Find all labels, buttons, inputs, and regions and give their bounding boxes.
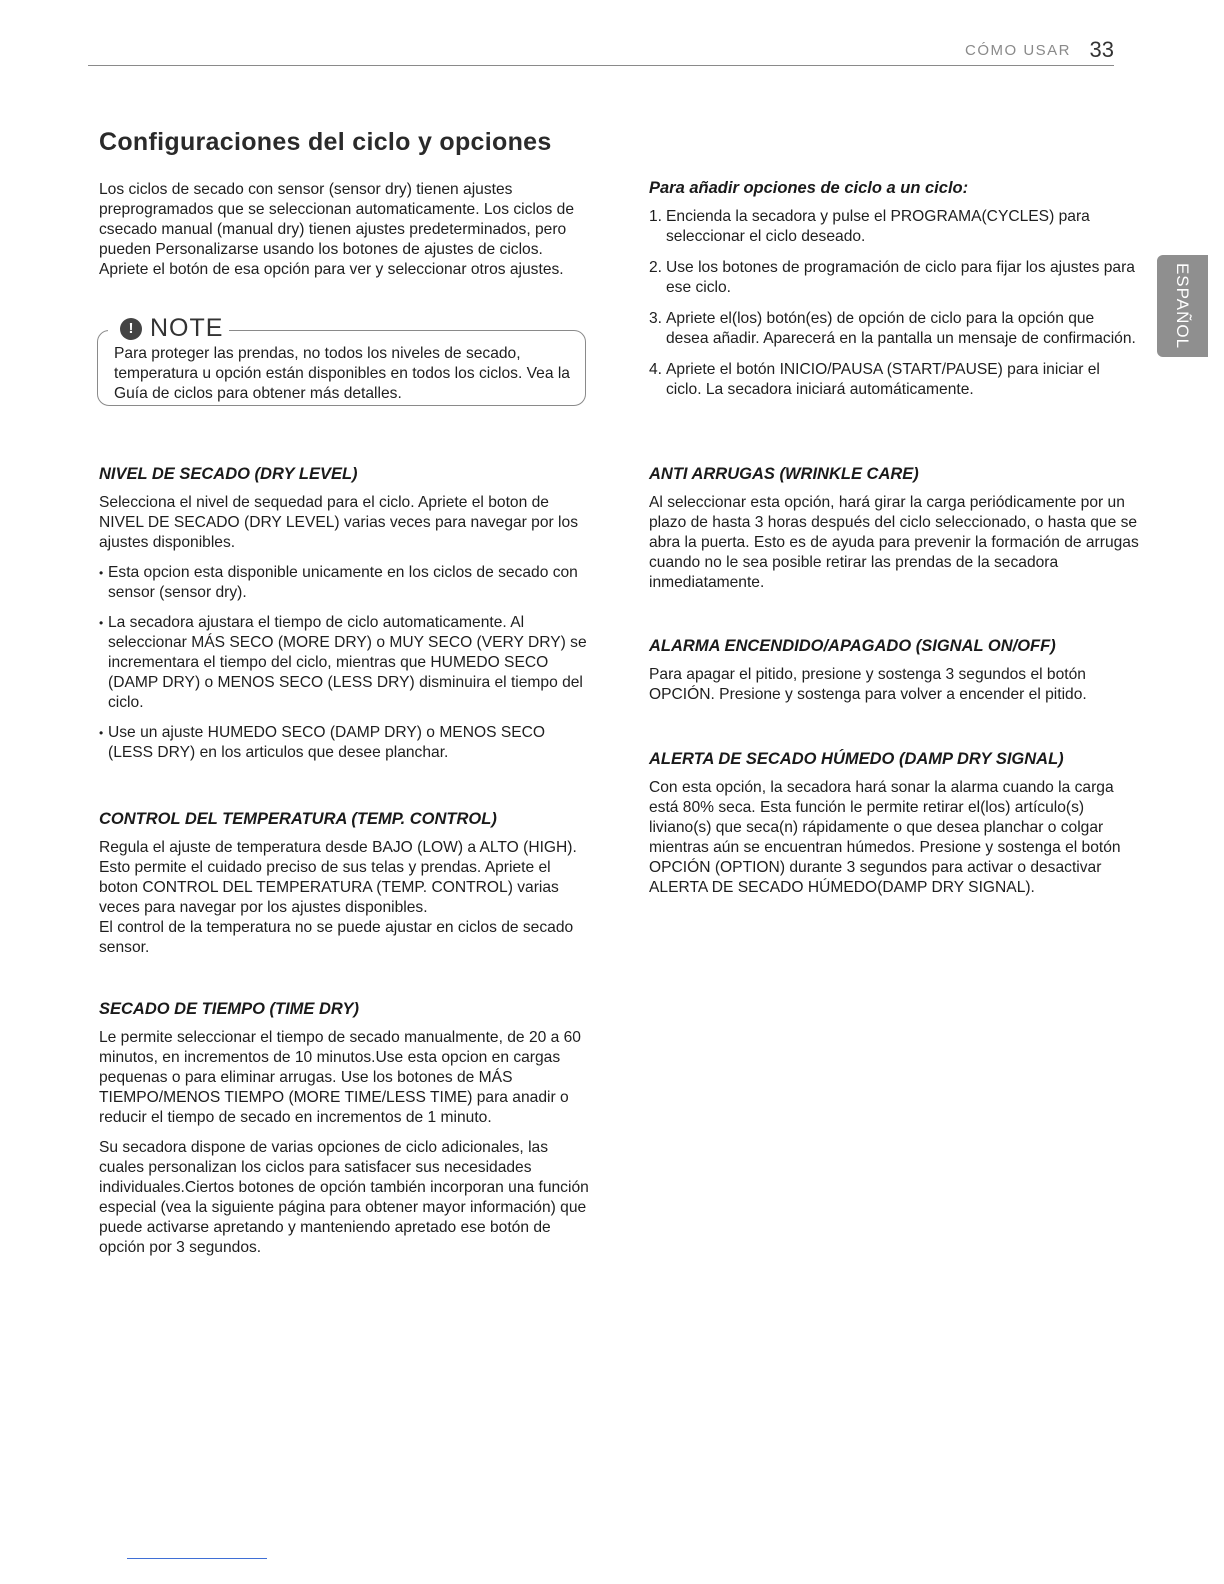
list-item: • Esta opcion esta disponible unicamente en los ciclos de secado con sensor (sensor dry). <box>99 563 589 603</box>
damp-signal-text: Con esta opción, la secadora hará sonar la alarma cuando la carga está 80% seca. Esta función le permite retirar el(los) artículo(s) liviano(s) que seca(n) rápidamente o que desea planchar o colgar mientras aún se encuentran húmedos. Presione y sostenga el botón OPCIÓN (OPTION) durante 3 segundos para activar o desactivar ALERTA DE SECADO HÚMEDO(DAMP DRY SIGNAL). <box>649 779 1121 896</box>
note-header <box>108 314 229 343</box>
damp-signal-section <box>649 748 1139 898</box>
exclamation-icon: ! <box>120 318 142 340</box>
wrinkle-care-heading: ANTI ARRUGAS (WRINKLE CARE) <box>649 465 919 483</box>
list-item: 2. Use los botones de programación de ciclo para fijar los ajustes para ese ciclo. <box>649 259 1135 296</box>
wrinkle-care-section <box>649 463 1139 593</box>
language-side-tab <box>1157 255 1208 357</box>
dry-level-bullets <box>99 563 589 763</box>
time-dry-text-2: Su secadora dispone de varias opciones de ciclo adicionales, las cuales personalizan los ciclos para satisfacer sus necesidades individuales.Ciertos botones de opción también incorporan una función especial (vea la siguiente página para obtener mayor información) que puede activarse apretando y manteniendo apretado ese botón de opción por 3 segundos. <box>99 1139 589 1256</box>
time-dry-section <box>99 998 589 1258</box>
list-item: 3. Apriete el(los) botón(es) de opción de ciclo para la opción que desea añadir. Aparecerá en la pantalla un mensaje de confirmación. <box>649 310 1136 347</box>
header-section-label: CÓMO USAR <box>964 42 1071 59</box>
dry-level-heading: NIVEL DE SECADO (DRY LEVEL) <box>99 465 358 483</box>
temp-control-section <box>99 808 589 958</box>
page-title: Configuraciones del ciclo y opciones <box>99 128 552 156</box>
damp-signal-heading: ALERTA DE SECADO HÚMEDO (DAMP DRY SIGNAL) <box>649 750 1064 768</box>
time-dry-text: Le permite seleccionar el tiempo de secado manualmente, de 20 a 60 minutos, en incrementos de 10 minutos.Use esta opcion en cargas pequenas o para eliminar arrugas. Use los botones de MÁS TIEMPO/MENOS TIEMPO (MORE TIME/LESS TIME) para anadir o reducir el tiempo de secado en incrementos de 1 minuto. <box>99 1029 581 1126</box>
time-dry-heading: SECADO DE TIEMPO (TIME DRY) <box>99 1000 360 1018</box>
list-item: • Use un ajuste HUMEDO SECO (DAMP DRY) o MENOS SECO (LESS DRY) en los articulos que desee planchar. <box>99 723 589 763</box>
signal-text: Para apagar el pitido, presione y sostenga 3 segundos el botón OPCIÓN. Presione y sostenga para volver a encender el pitido. <box>649 666 1087 703</box>
add-options-section <box>649 177 1139 411</box>
wrinkle-care-text: Al seleccionar esta opción, hará girar la carga periódicamente por un plazo de hasta 3 horas después del ciclo seleccionado, o hasta que se abra la puerta. Esto es de ayuda para prevenir la formación de arrugas cuando no le sea posible retirar las prendas de la secadora inmediatamente. <box>649 494 1139 591</box>
dry-level-text: Selecciona el nivel de sequedad para el ciclo. Apriete el boton de NIVEL DE SECADO (DRY LEVEL) varias veces para navegar por los ajustes disponibles. <box>99 494 578 551</box>
list-item: • La secadora ajustara el tiempo de ciclo automaticamente. Al seleccionar MÁS SECO (MORE DRY) o MUY SECO (VERY DRY) se incrementara el tiempo del ciclo, mientras que HUMEDO SECO (DAMP DRY) o MENOS SECO (LESS DRY) disminuira el tiempo del ciclo. <box>99 613 589 713</box>
add-options-heading: Para añadir opciones de ciclo a un ciclo: <box>649 179 969 197</box>
note-label: NOTE <box>150 314 224 342</box>
list-item: 4. Apriete el botón INICIO/PAUSA (START/PAUSE) para iniciar el ciclo. La secadora iniciará automáticamente. <box>649 361 1100 398</box>
side-tab-label: ESPAÑOL <box>1173 262 1193 350</box>
signal-heading: ALARMA ENCENDIDO/APAGADO (SIGNAL ON/OFF) <box>649 637 1056 655</box>
temp-control-heading: CONTROL DEL TEMPERATURA (TEMP. CONTROL) <box>99 810 497 828</box>
header-rule <box>88 65 1114 66</box>
intro-section <box>99 180 589 280</box>
temp-control-text: Regula el ajuste de temperatura desde BAJO (LOW) a ALTO (HIGH). Esto permite el cuidado preciso de sus telas y prendas. Apriete el boton CONTROL DEL TEMPERATURA (TEMP. CONTROL) varias veces para navegar por los ajustes disponibles. <box>99 839 577 916</box>
temp-control-text-2: El control de la temperatura no se puede ajustar en ciclos de secado sensor. <box>99 919 574 956</box>
note-text: Para proteger las prendas, no todos los niveles de secado, temperatura u opción están disponibles en todos los ciclos. Vea la Guía de ciclos para obtener más detalles. <box>114 345 570 402</box>
list-item: 1. Encienda la secadora y pulse el PROGRAMA(CYCLES) para seleccionar el ciclo deseado. <box>649 208 1090 245</box>
footer-line <box>127 1558 267 1559</box>
signal-section <box>649 635 1139 705</box>
page-number: 33 <box>1089 37 1114 62</box>
add-options-steps <box>649 207 1139 400</box>
intro-paragraph: Los ciclos de secado con sensor (sensor dry) tienen ajustes preprogramados que se seleccionan automaticamente. Los ciclos de csecado manual (manual dry) tienen ajustes predeterminados, pero pueden Personalizarse usando los botones de ajustes de ciclos. Apriete el botón de esa opción para ver y seleccionar otros ajustes. <box>99 181 575 278</box>
dry-level-section <box>99 463 589 773</box>
